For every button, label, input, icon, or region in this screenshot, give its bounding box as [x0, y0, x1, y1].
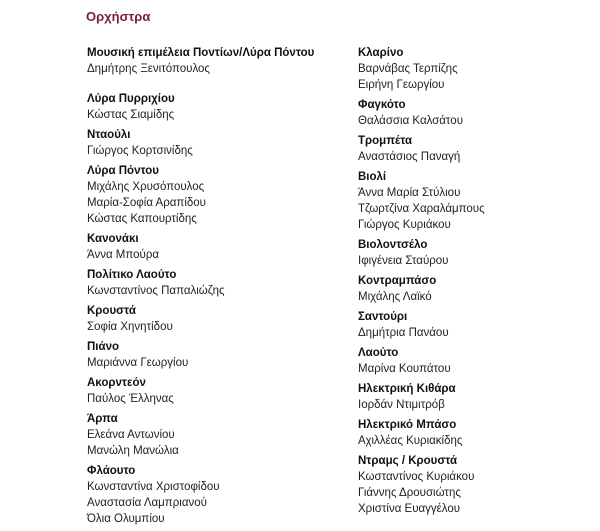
instrument-heading: Λύρα Πυρριχίου	[87, 93, 175, 105]
musician-name: Μαριάννα Γεωργίου	[87, 357, 189, 369]
musician-name: Σοφία Χηνητίδου	[87, 321, 173, 333]
musician-name: Δημήτρια Πανάου	[358, 327, 449, 339]
musician-name: Θαλάσσια Καλσάτου	[358, 115, 463, 127]
musician-name: Γιώργος Κορτσινίδης	[87, 145, 193, 157]
instrument-section	[358, 45, 600, 93]
instrument-section	[87, 375, 347, 407]
left-column	[87, 45, 347, 531]
musician-name: Ειρήνη Γεωργίου	[358, 79, 445, 91]
musician-name: Αχιλλέας Κυριακίδης	[358, 435, 463, 447]
musician-name: Μιχάλης Χρυσόπουλος	[87, 181, 205, 193]
instrument-section	[358, 97, 600, 129]
musician-name: Χριστίνα Ευαγγέλου	[358, 503, 461, 515]
instrument-heading: Νταούλι	[87, 129, 131, 141]
instrument-section	[87, 163, 347, 227]
instrument-heading: Πιάνο	[87, 341, 119, 353]
musician-name: Άννα Μαρία Στύλιου	[358, 187, 461, 199]
instrument-section	[87, 339, 347, 371]
musician-name: Κωσταντίνος Κυριάκου	[358, 471, 475, 483]
musician-name: Ελεάνα Αντωνίου	[87, 429, 175, 441]
instrument-section	[358, 309, 600, 341]
instrument-heading: Μουσική επιμέλεια Ποντίων/Λύρα Πόντου	[87, 47, 315, 59]
musician-name: Κωνσταντίνος Παπαλιώζης	[87, 285, 225, 297]
instrument-heading: Κανονάκι	[87, 233, 139, 245]
instrument-section	[87, 45, 347, 77]
musician-name: Μανώλη Μανώλια	[87, 445, 179, 457]
musician-name: Παύλος Έλληνας	[87, 393, 174, 405]
instrument-section	[358, 237, 600, 269]
instrument-heading: Ηλεκτρικό Μπάσο	[358, 419, 457, 431]
musician-name: Άννα Μπούρα	[87, 249, 160, 261]
instrument-section	[358, 417, 600, 449]
instrument-heading: Ακορντεόν	[87, 377, 146, 389]
instrument-section	[358, 169, 600, 233]
instrument-heading: Τρομπέτα	[358, 135, 413, 147]
instrument-section	[87, 231, 347, 263]
musician-name: Κωνσταντίνα Χριστοφίδου	[87, 481, 220, 493]
page-title: Ορχήστρα	[86, 9, 151, 24]
musician-name: Μαρίνα Κουπάτου	[358, 363, 451, 375]
musician-name: Αναστάσιος Παναγή	[358, 151, 461, 163]
musician-name: Ιορδάν Ντιμιτρόβ	[358, 399, 445, 411]
instrument-section	[358, 453, 600, 517]
instrument-heading: Φαγκότο	[358, 99, 406, 111]
instrument-heading: Λαούτο	[358, 347, 399, 359]
musician-name: Αναστασία Λαμπριανού	[87, 497, 207, 509]
instrument-heading: Κοντραμπάσο	[358, 275, 437, 287]
musician-name: Γιώργος Κυριάκου	[358, 219, 451, 231]
instrument-section	[87, 463, 347, 527]
musician-name: Τζωρτζίνα Χαραλάμπους	[358, 203, 485, 215]
instrument-section	[87, 91, 347, 123]
instrument-heading: Ηλεκτρική Κιθάρα	[358, 383, 456, 395]
musician-name: Όλια Ολυμπίου	[87, 513, 165, 525]
right-column	[358, 45, 600, 521]
instrument-heading: Λύρα Πόντου	[87, 165, 159, 177]
instrument-section	[87, 127, 347, 159]
instrument-section	[87, 267, 347, 299]
musician-name: Κώστας Σιαμίδης	[87, 109, 175, 121]
musician-name: Μιχάλης Λαϊκό	[358, 291, 432, 303]
instrument-heading: Σαντούρι	[358, 311, 408, 323]
musician-name: Ιφιγένεια Σταύρου	[358, 255, 449, 267]
instrument-section	[358, 345, 600, 377]
instrument-heading: Άρπα	[87, 413, 118, 425]
musician-name: Δημήτρης Ξενιτόπουλος	[87, 63, 210, 75]
instrument-section	[358, 273, 600, 305]
musician-name: Κώστας Καπουρτίδης	[87, 213, 197, 225]
instrument-section	[358, 133, 600, 165]
instrument-heading: Βιολοντσέλο	[358, 239, 428, 251]
musician-name: Βαρνάβας Τερπίζης	[358, 63, 458, 75]
musician-name: Γιάννης Δρουσιώτης	[358, 487, 461, 499]
instrument-heading: Κλαρίνο	[358, 47, 404, 59]
instrument-heading: Κρουστά	[87, 305, 136, 317]
instrument-section	[358, 381, 600, 413]
instrument-heading: Φλάουτο	[87, 465, 136, 477]
instrument-heading: Ντραμς / Κρουστά	[358, 455, 458, 467]
instrument-heading: Πολίτικο Λαούτο	[87, 269, 177, 281]
musician-name: Μαρία-Σοφία Αραπίδου	[87, 197, 206, 209]
instrument-heading: Βιολί	[358, 171, 387, 183]
instrument-section	[87, 303, 347, 335]
instrument-section	[87, 411, 347, 459]
